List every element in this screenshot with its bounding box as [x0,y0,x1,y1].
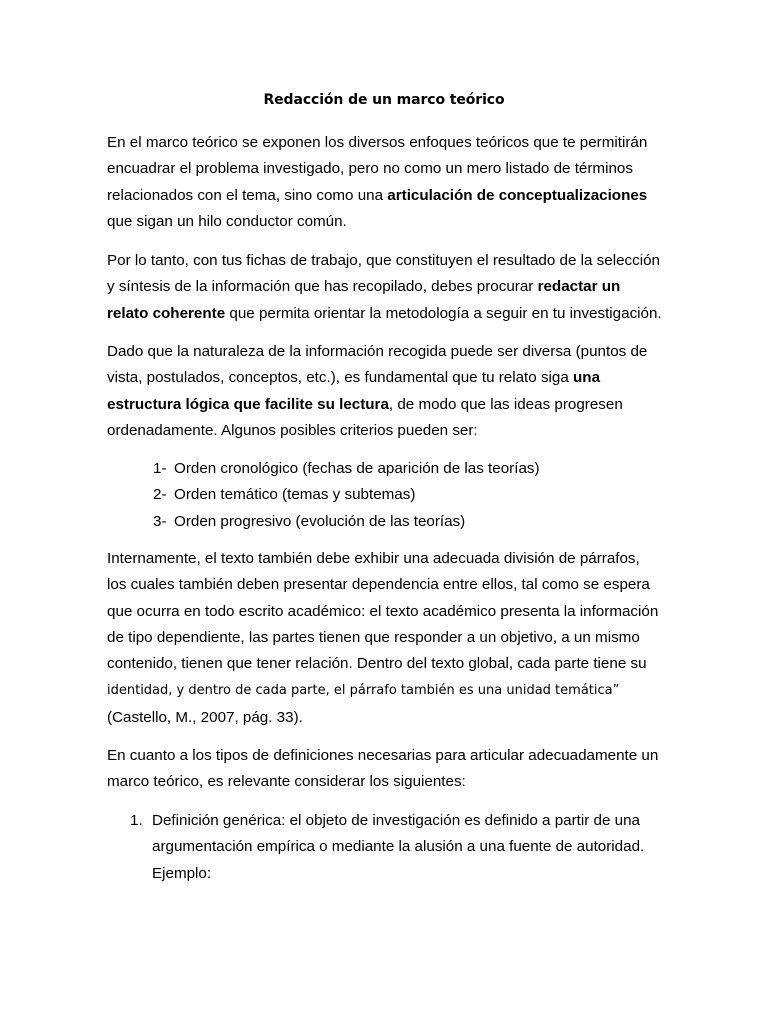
paragraph-1 [107,130,662,235]
paragraph-4-citation: (Castello, M., 2007, pág. 33). [107,708,303,726]
document-title: Redacción de un marco teórico [263,92,505,108]
list-item [153,509,540,535]
definitions-list [130,808,670,887]
paragraph-2-bold: redactar un relato coherente [107,278,621,322]
paragraph-1-bold: articulación de conceptualizaciones [387,186,648,204]
criteria-list [153,456,540,535]
paragraph-1-text-a: En el marco teórico se exponen los diversos enfoques teóricos que te permitirán encuadrar el problema investigado, pero no como un mero listado de términos relacionados con el tema, sino como una [107,134,648,204]
list-item-text: Definición genérica: el objeto de investigación es definido a partir de una argumentación empírica o mediante la alusión a una fuente de autoridad. Ejemplo: [152,812,645,882]
paragraph-1-text-c: que sigan un hilo conductor común. [107,212,347,230]
list-item [153,456,540,482]
list-item-text: Orden cronológico (fechas de aparición de las teorías) [174,460,540,477]
paragraph-2 [107,248,662,327]
paragraph-3-text-c: , de modo que las ideas progresen ordenadamente. Algunos posibles criterios pueden ser: [107,395,623,439]
paragraph-2-text-c: que permita orientar la metodología a seguir en tu investigación. [225,304,662,322]
list-item-number: 3- [153,512,167,530]
list-item-text: Orden temático (temas y subtemas) [174,486,416,504]
list-item-number: 1. [130,812,143,829]
paragraph-2-text-a: Por lo tanto, con tus fichas de trabajo, que constituyen el resultado de la selección y síntesis de la información que has recopilado, debes procurar [107,252,660,296]
paragraph-3-text-a: Dado que la naturaleza de la información recogida puede ser diversa (puntos de vista, postulados, conceptos, etc.), es fundamental que tu relato siga [107,343,648,387]
list-item-number: 2- [153,486,167,504]
paragraph-4-quote: identidad, y dentro de cada parte, el párrafo también es una unidad temática” [107,683,620,699]
paragraph-3 [107,339,662,444]
paragraph-3-bold: una estructura lógica que facilite su lectura [107,369,601,413]
paragraph-4-text: Internamente, el texto también debe exhibir una adecuada división de párrafos, los cuales también deben presentar dependencia entre ellos, tal como se espera que ocurra en todo escrito académico: el texto académico presenta la información de tipo dependiente, las partes tienen que responder a un objetivo, a un mismo contenido, tienen que tener relación. Dentro del texto global, cada parte tiene su [107,550,659,673]
paragraph-5: En cuanto a los tipos de definiciones necesarias para articular adecuadamente un marco teórico, es relevante considerar los siguientes: [107,747,659,791]
list-item [153,482,540,508]
list-item [130,808,670,887]
paragraph-4 [107,546,662,731]
list-item-text: Orden progresivo (evolución de las teorías) [174,512,466,530]
list-item-number: 1- [153,460,167,477]
